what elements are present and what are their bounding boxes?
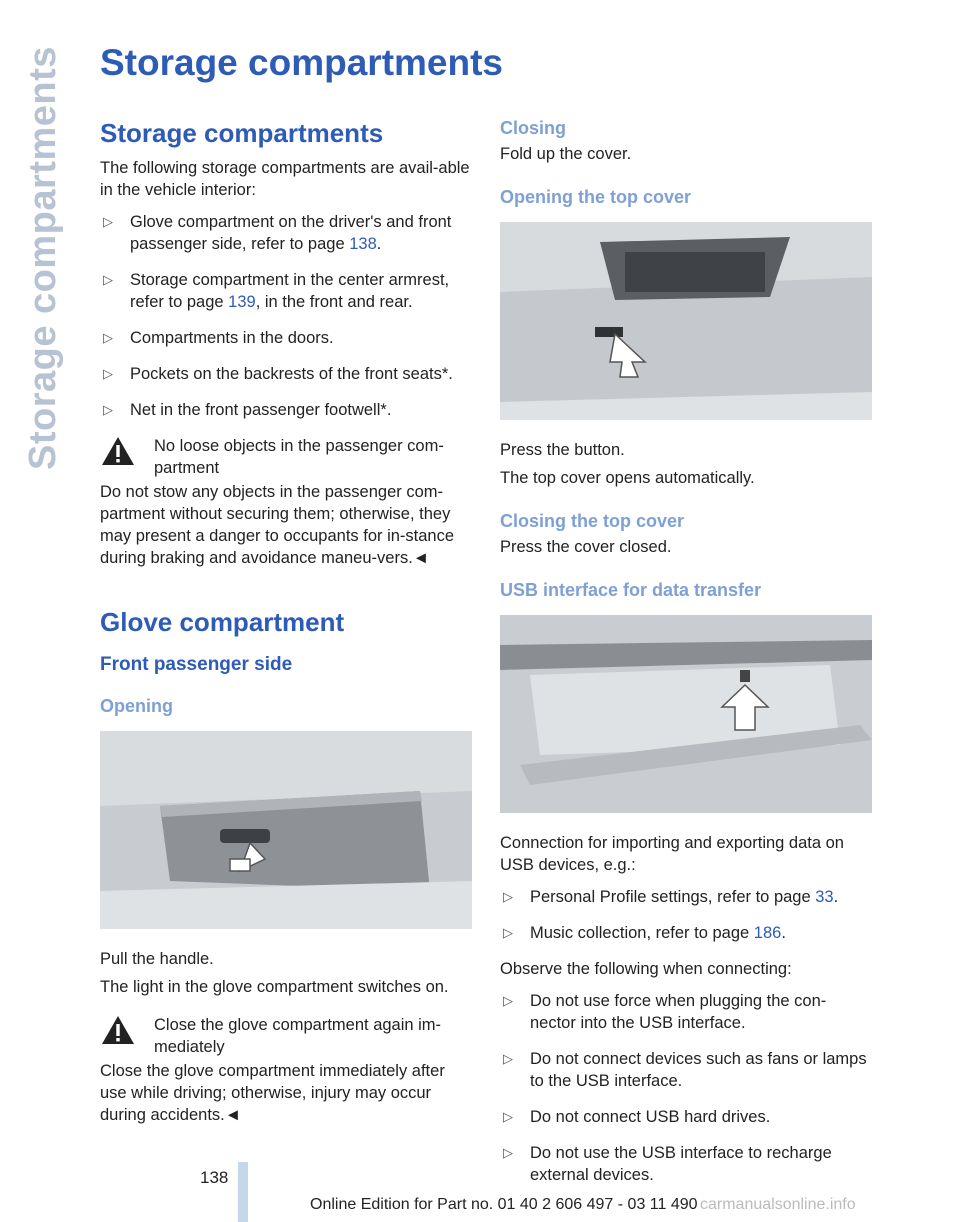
footer-watermark: carmanualsonline.info: [700, 1196, 856, 1213]
warning-box: [100, 1014, 472, 1058]
page-number: 138: [200, 1168, 229, 1187]
subsection-opening: Opening: [100, 696, 173, 716]
subsection-front-passenger: Front passenger side: [100, 654, 293, 675]
list-item: ▷ Glove compartment on the driver's and front passenger side, refer to page 138.: [100, 211, 472, 255]
storage-list: [100, 211, 472, 421]
list-item: ▷ Pockets on the backrests of the front seats*.: [100, 363, 472, 385]
instruction-opens-automatically: The top cover opens automatically.: [500, 469, 755, 487]
usb-intro: Connection for importing and exporting data on USB devices, e.g.:: [500, 834, 844, 874]
usb-interface-image: [500, 615, 872, 813]
glove-compartment-opening-image: [100, 731, 472, 929]
section-title-storage: Storage compartments: [100, 118, 384, 148]
warning-triangle-icon: [100, 1014, 136, 1046]
page-link[interactable]: 33: [815, 888, 834, 906]
page-title: Storage compartments: [100, 42, 503, 83]
warning-title: Close the glove compartment again im-mediately: [154, 1016, 442, 1056]
observe-text: Observe the following when connecting:: [500, 960, 792, 978]
page-link[interactable]: 138: [349, 235, 377, 253]
observe-list: [500, 990, 872, 1186]
page-link[interactable]: 186: [753, 924, 782, 942]
list-item: ▷ Do not use force when plugging the con-nector into the USB interface.: [500, 990, 872, 1034]
instruction-press-button: Press the button.: [500, 441, 625, 459]
instruction-pull: Pull the handle.: [100, 950, 214, 968]
page-link[interactable]: 139: [228, 293, 256, 311]
list-item: ▷ Do not connect USB hard drives.: [500, 1106, 872, 1128]
warning-box: [100, 435, 472, 479]
warning-title: No loose objects in the passenger com-partment: [154, 437, 444, 477]
footer-accent-bar: [238, 1162, 248, 1222]
top-cover-button-image: [500, 222, 872, 420]
intro-text: The following storage compartments are avail-able in the vehicle interior:: [100, 159, 470, 199]
subsection-usb: USB interface for data transfer: [500, 580, 762, 600]
warning-body: Do not stow any objects in the passenger com-partment without securing them; otherwise, they may present a danger to occupants for in-stance during braking and avoidance maneu-vers.◄: [100, 483, 455, 567]
list-item: ▷ Net in the front passenger footwell*.: [100, 399, 472, 421]
closing-text: Fold up the cover.: [500, 145, 632, 163]
list-item: ▷ Music collection, refer to page 186.: [500, 922, 872, 944]
subsection-opening-top-cover: Opening the top cover: [500, 187, 692, 207]
closing-top-text: Press the cover closed.: [500, 538, 672, 556]
warning-triangle-icon: [100, 435, 136, 467]
list-item: ▷ Compartments in the doors.: [100, 327, 472, 349]
warning-body: Close the glove compartment immediately after use while driving; otherwise, injury may occur during accidents.◄: [100, 1062, 445, 1124]
usb-list: [500, 886, 872, 944]
list-item: ▷ Personal Profile settings, refer to page 33.: [500, 886, 872, 908]
right-column: [500, 118, 872, 1200]
section-title-glove: Glove compartment: [100, 607, 345, 637]
list-item: ▷ Do not connect devices such as fans or lamps to the USB interface.: [500, 1048, 872, 1092]
list-item: ▷ Do not use the USB interface to recharge external devices.: [500, 1142, 872, 1186]
left-column: [100, 118, 472, 1132]
footer-edition: Online Edition for Part no. 01 40 2 606 497 - 03 11 490: [310, 1196, 698, 1213]
side-chapter-title: Storage compartments: [22, 46, 64, 470]
list-item: ▷ Storage compartment in the center armrest, refer to page 139, in the front and rear.: [100, 269, 472, 313]
instruction-light: The light in the glove compartment switches on.: [100, 978, 449, 996]
subsection-closing: Closing: [500, 118, 566, 138]
subsection-closing-top-cover: Closing the top cover: [500, 511, 685, 531]
